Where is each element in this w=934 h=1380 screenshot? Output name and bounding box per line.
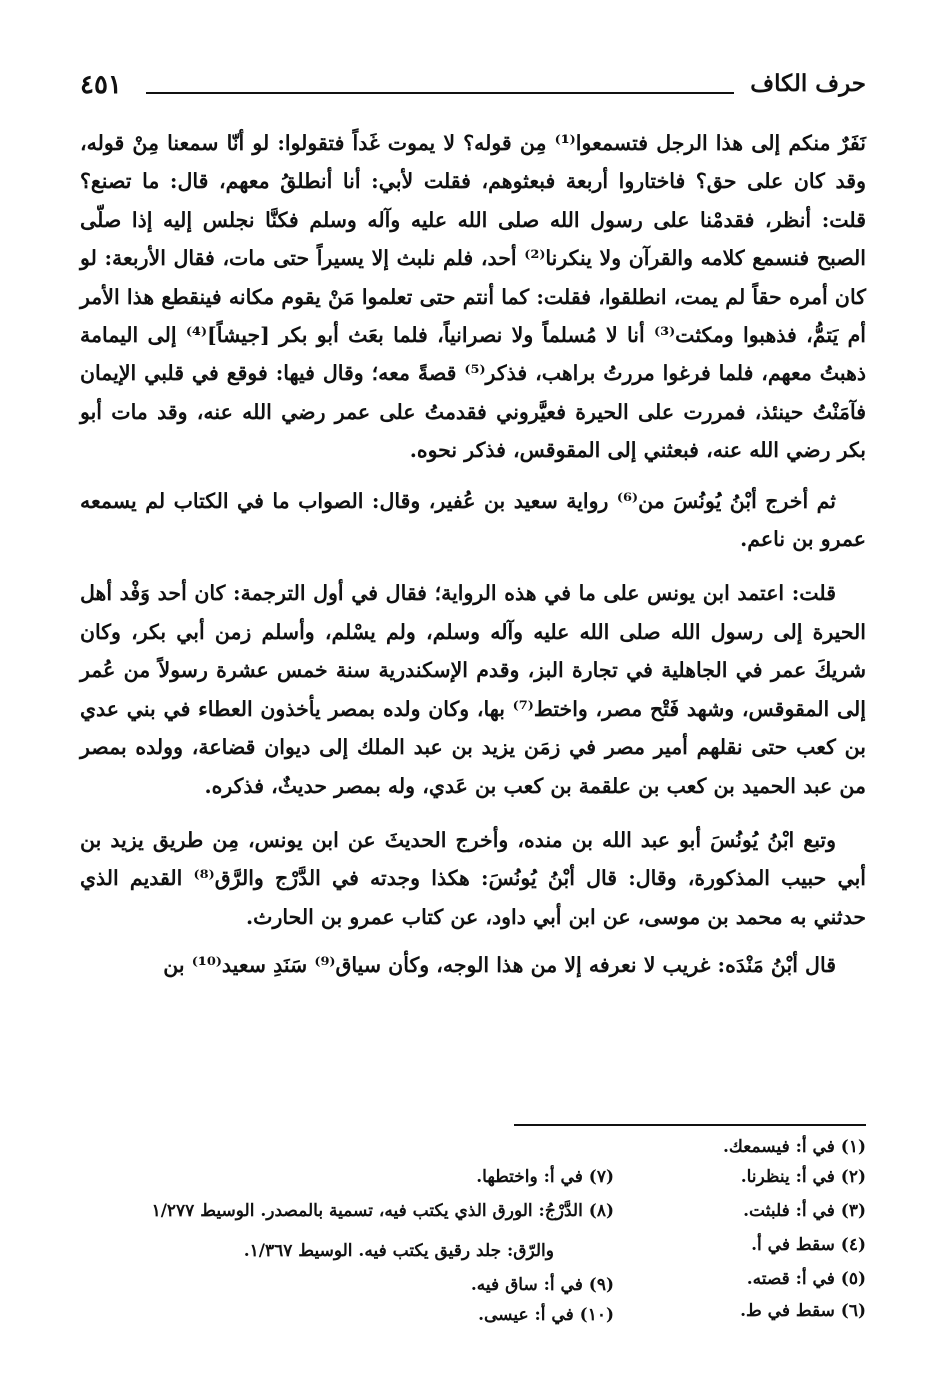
page-header [80, 70, 866, 110]
footnotes [80, 1134, 866, 1344]
page-number: ٤٥١ [80, 70, 122, 100]
paragraph-1: نَفَرٌ منكم إلى هذا الرجل فتسمعوا⁽¹⁾ مِن قوله؟ لا يموت غَداً فتقولوا: لو أنّا سمعنا مِنْ قوله، وقد كان على حق؟ فاختاروا أربعة فبعثوهم، فقلت لأبي: أنا أنطلقُ معهم، قال: ما تصنع؟ قلت: أنظر، فقدمْنا على رسول الله صلى الله عليه وآله وسلم فكنَّا نجلس إليه إذا صلّى الصبح فنسمع كلامه والقرآن ولا ينكرنا⁽²⁾ أحد، فلم نلبث إلا يسيراً حتى مات، فقال الأربعة: لو كان أمره حقاً لم يمت، انطلقوا، فقلت: كما أنتم حتى تعلموا مَنْ يقوم مكانه فينقطع هذا الأمر أم يَتمُّ، فذهبوا ومكثت⁽³⁾ أنا لا مُسلماً ولا نصرانياً، فلما بعَث أبو بكر [جيشاً]⁽⁴⁾ إلى اليمامة ذهبتُ معهم، فلما فرغوا مررتُ براهب، فذكر⁽⁵⁾ قصةً معه؛ وقال فيها: فوقع في قلبي الإيمان فآمَنْتُ حينئذ، فمررت على الحيرة فعيَّروني فقدمتُ على عمر رضي الله عنه، وقد مات أبو بكر رضي الله عنه، فبعثني إلى المقوقس، فذكر نحوه. [80, 131, 867, 463]
footnote-1: (١) في أ: فيسمعك. [723, 1137, 866, 1157]
main-text [80, 124, 866, 985]
paragraph-3: قلت: اعتمد ابن يونس على ما في هذه الرواية؛ فقال في أول الترجمة: كان أحد وَفْد أهل الحيرة إلى رسول الله صلى الله عليه وآله وسلم، ولم يسْلم، وأسلم زمن أبي بكر، وكان شريكَ عمر في الجاهلية في تجارة البز، وقدم الإسكندرية سنة خمس عشرة رسولاً من عُمر إلى المقوقس، وشهد فَتْح مصر، واختط⁽⁷⁾ بها، وكان ولده بمصر يأخذون العطاء في بني عدي بن كعب حتى نقلهم أمير مصر في زمَن يزيد بن عبد الملك إلى ديوان قضاعة، وولده بمصر من عبد الحميد بن كعب بن علقمة بن كعب بن عَدي، وله بمصر حديثٌ، فذكره. [80, 581, 866, 798]
footnote-8: (٨) الدَّرْجُ: الورق الذي يكتب فيه، تسمية بالمصدر. الوسيط ١/٢٧٧ [151, 1201, 614, 1221]
footnote-4: (٤) سقط في أ. [751, 1235, 866, 1255]
footnote-rule [514, 1124, 866, 1126]
paragraph-4: وتبع ابْنُ يُونُسَ أبو عبد الله بن منده، وأخرج الحديثَ عن ابن يونس، مِن طريق يزيد بن أبي حبيب المذكورة، وقال: قال أبْنُ يُونُسَ: هكذا وجدته في الدَّرْج والرَّق⁽⁸⁾ القديم الذي حدثني به محمد بن موسى، عن ابن أبي داود، عن كتاب عمرو بن الحارث. [80, 827, 866, 929]
footnote-7: (٧) في أ: واختطها. [476, 1167, 614, 1187]
footnote-2: (٢) في أ: ينظرنا. [740, 1167, 866, 1187]
header-rule [146, 92, 734, 94]
paragraph-5: قال أبْنُ مَنْدَه: غريب لا نعرفه إلا من هذا الوجه، وكأن سياق⁽⁹⁾ سَنَدِ سعيد⁽¹⁰⁾ بن [163, 953, 836, 978]
footnote-5: (٥) في أ: قصته. [746, 1269, 866, 1289]
footnote-9: (٩) في أ: ساق فيه. [470, 1275, 614, 1295]
footnote-8-continued: والرّق: جلد رقيق يكتب فيه. الوسيط ١/٣٦٧. [243, 1241, 554, 1261]
chapter-title: حرف الكاف [750, 70, 866, 97]
paragraph-2: ثم أخرج أبْنُ يُونُسَ من⁽⁶⁾ رواية سعيد بن عُفير، وقال: الصواب ما في الكتاب لم يسمعه عمرو بن ناعم. [80, 488, 866, 552]
footnote-10: (١٠) في أ: عيسى. [478, 1305, 614, 1325]
footnote-3: (٣) في أ: فلبثت. [743, 1201, 866, 1221]
footnote-6: (٦) سقط في ط. [740, 1301, 866, 1321]
